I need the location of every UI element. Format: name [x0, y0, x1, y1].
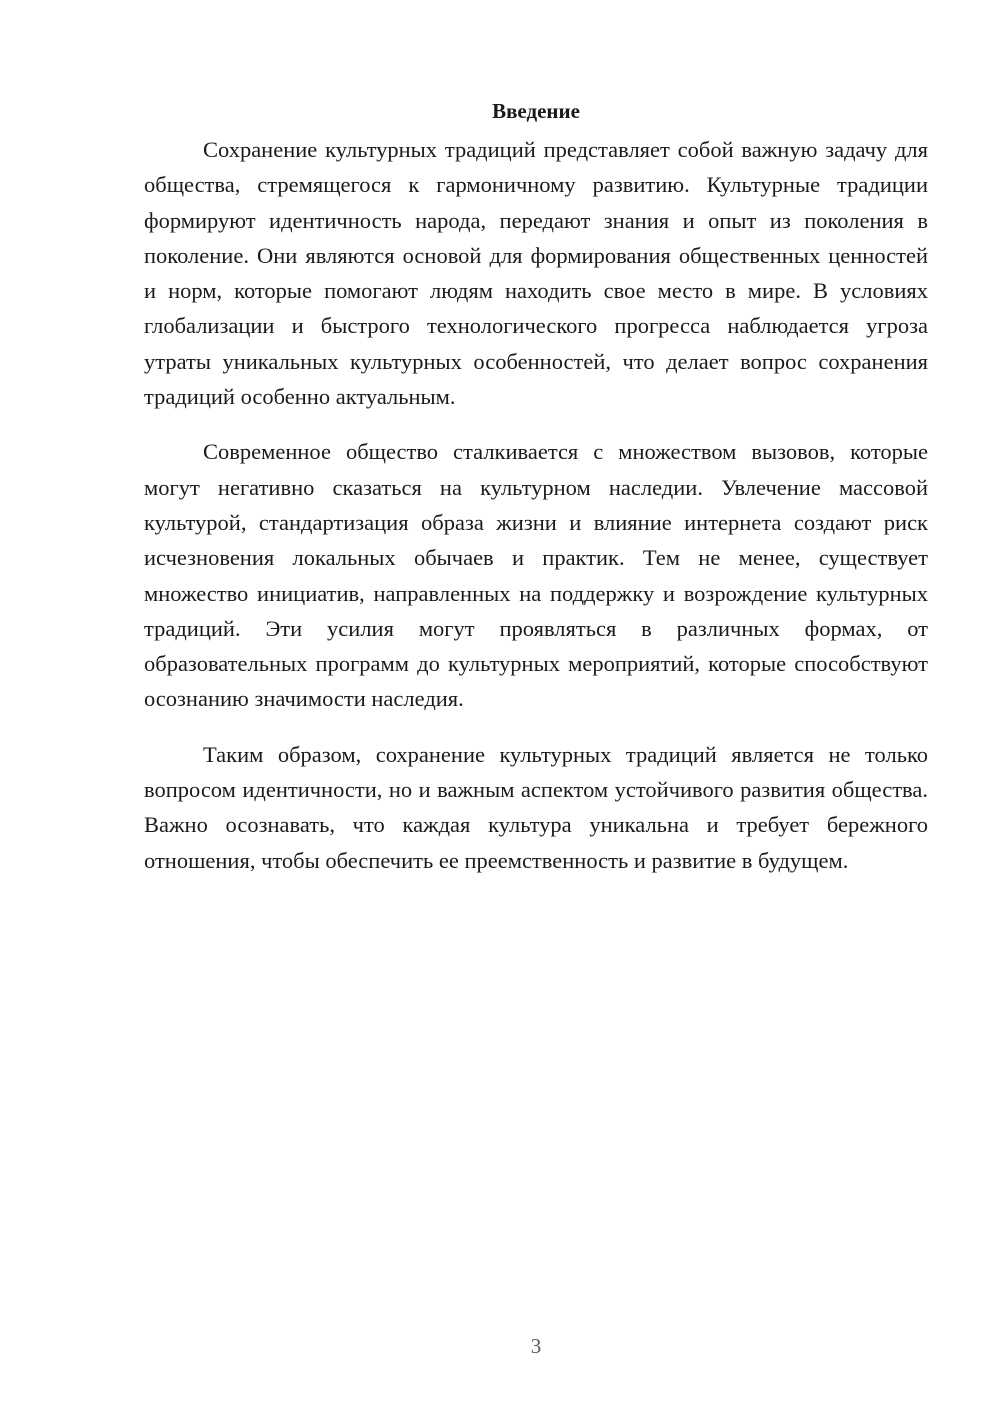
- paragraph-1: Сохранение культурных традиций представляет собой важную задачу для общества, стремящегося к гармоничному развитию. Культурные традиции формируют идентичность народа, передают знания и опыт из поколения в поколение. Они являются основой для формирования общественных ценностей и норм, которые помогают людям находить свое место в мире. В условиях глобализации и быстрого технологического прогресса наблюдается угроза утраты уникальных культурных особенностей, что делает вопрос сохранения традиций особенно актуальным.: [144, 137, 928, 410]
- paragraph-3: Таким образом, сохранение культурных традиций является не только вопросом идентичности, но и важным аспектом устойчивого развития общества. Важно осознавать, что каждая культура уникальна и требует бережного отношения, чтобы обеспечить ее преемственность и развитие в будущем.: [144, 741, 928, 873]
- section-heading: Введение: [492, 99, 580, 123]
- page-content: [144, 96, 928, 898]
- page-number: 3: [530, 1334, 542, 1358]
- paragraph-2: Современное общество сталкивается с множеством вызовов, которые могут негативно сказаться на культурном наследии. Увлечение массовой культурой, стандартизация образа жизни и влияние интернета создают риск исчезновения локальных обычаев и практик. Тем не менее, существует множество инициатив, направленных на поддержку и возрождение культурных традиций. Эти усилия могут проявляться в различных формах, от образовательных программ до культурных мероприятий, которые способствуют осознанию значимости наследия.: [144, 439, 928, 712]
